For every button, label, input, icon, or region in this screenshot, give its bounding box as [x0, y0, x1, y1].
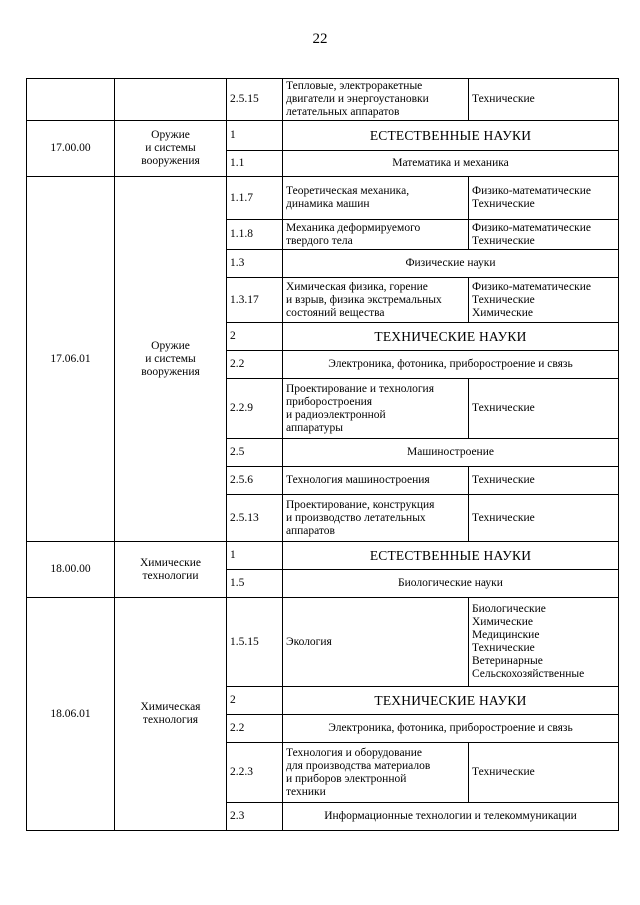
specialty-number: 1.5.15	[227, 598, 283, 687]
table-row	[27, 542, 619, 570]
subsection-number: 2.5	[227, 439, 283, 467]
group-name: Химическая технология	[115, 598, 227, 831]
specialty-number: 2.2.3	[227, 743, 283, 803]
subsection-number: 1.5	[227, 570, 283, 598]
section-header: ЕСТЕСТВЕННЫЕ НАУКИ	[283, 121, 619, 151]
specialty-title: Проектирование и технология приборостроения и радиоэлектронной аппаратуры	[283, 379, 469, 439]
specialty-title: Технология и оборудование для производства материалов и приборов электронной техники	[283, 743, 469, 803]
group-name: Химические технологии	[115, 542, 227, 598]
specialty-number: 1.1.8	[227, 220, 283, 250]
section-header: ТЕХНИЧЕСКИЕ НАУКИ	[283, 687, 619, 715]
group-code: 17.00.00	[27, 121, 115, 177]
specialty-title: Тепловые, электроракетные двигатели и энергоустановки летательных аппаратов	[283, 79, 469, 121]
subsection-header: Математика и механика	[283, 151, 619, 177]
specialty-number: 2.5.15	[227, 79, 283, 121]
subsection-header: Физические науки	[283, 250, 619, 278]
page-number: 22	[312, 31, 328, 47]
specialty-title: Экология	[283, 598, 469, 687]
section-number: 2	[227, 323, 283, 351]
science-branches: Физико-математические Технические Химические	[469, 278, 619, 323]
science-branches: Физико-математические Технические	[469, 177, 619, 220]
specialty-title: Теоретическая механика, динамика машин	[283, 177, 469, 220]
specialty-title: Проектирование, конструкция и производство летательных аппаратов	[283, 495, 469, 542]
group-name: Оружие и системы вооружения	[115, 177, 227, 542]
specialty-title: Химическая физика, горение и взрыв, физика экстремальных состояний вещества	[283, 278, 469, 323]
table-row	[27, 177, 619, 220]
specialty-number: 2.5.6	[227, 467, 283, 495]
table-row	[27, 121, 619, 151]
specialty-number: 1.3.17	[227, 278, 283, 323]
subsection-header: Электроника, фотоника, приборостроение и связь	[283, 351, 619, 379]
subsection-header: Машиностроение	[283, 439, 619, 467]
specialty-number: 2.5.13	[227, 495, 283, 542]
specialties-table	[26, 78, 619, 831]
specialty-number: 1.1.7	[227, 177, 283, 220]
subsection-number: 1.3	[227, 250, 283, 278]
group-name: Оружие и системы вооружения	[115, 121, 227, 177]
section-number: 1	[227, 121, 283, 151]
group-code: 18.00.00	[27, 542, 115, 598]
table-row	[27, 79, 619, 121]
subsection-number: 2.2	[227, 715, 283, 743]
section-header: ЕСТЕСТВЕННЫЕ НАУКИ	[283, 542, 619, 570]
subsection-header: Электроника, фотоника, приборостроение и связь	[283, 715, 619, 743]
section-header: ТЕХНИЧЕСКИЕ НАУКИ	[283, 323, 619, 351]
science-branches: Технические	[469, 79, 619, 121]
group-name-cell	[115, 79, 227, 121]
specialty-number: 2.2.9	[227, 379, 283, 439]
section-number: 1	[227, 542, 283, 570]
science-branches: Технические	[469, 495, 619, 542]
subsection-number: 1.1	[227, 151, 283, 177]
specialty-title: Технология машиностроения	[283, 467, 469, 495]
specialty-title: Механика деформируемого твердого тела	[283, 220, 469, 250]
group-code: 18.06.01	[27, 598, 115, 831]
science-branches: Технические	[469, 379, 619, 439]
group-code: 17.06.01	[27, 177, 115, 542]
science-branches: Физико-математические Технические	[469, 220, 619, 250]
subsection-header: Информационные технологии и телекоммуникации	[283, 803, 619, 831]
subsection-header: Биологические науки	[283, 570, 619, 598]
science-branches: Технические	[469, 743, 619, 803]
subsection-number: 2.2	[227, 351, 283, 379]
science-branches: Биологические Химические Медицинские Технические Ветеринарные Сельскохозяйственные	[469, 598, 619, 687]
subsection-number: 2.3	[227, 803, 283, 831]
section-number: 2	[227, 687, 283, 715]
group-code-cell	[27, 79, 115, 121]
science-branches: Технические	[469, 467, 619, 495]
table-row	[27, 598, 619, 687]
